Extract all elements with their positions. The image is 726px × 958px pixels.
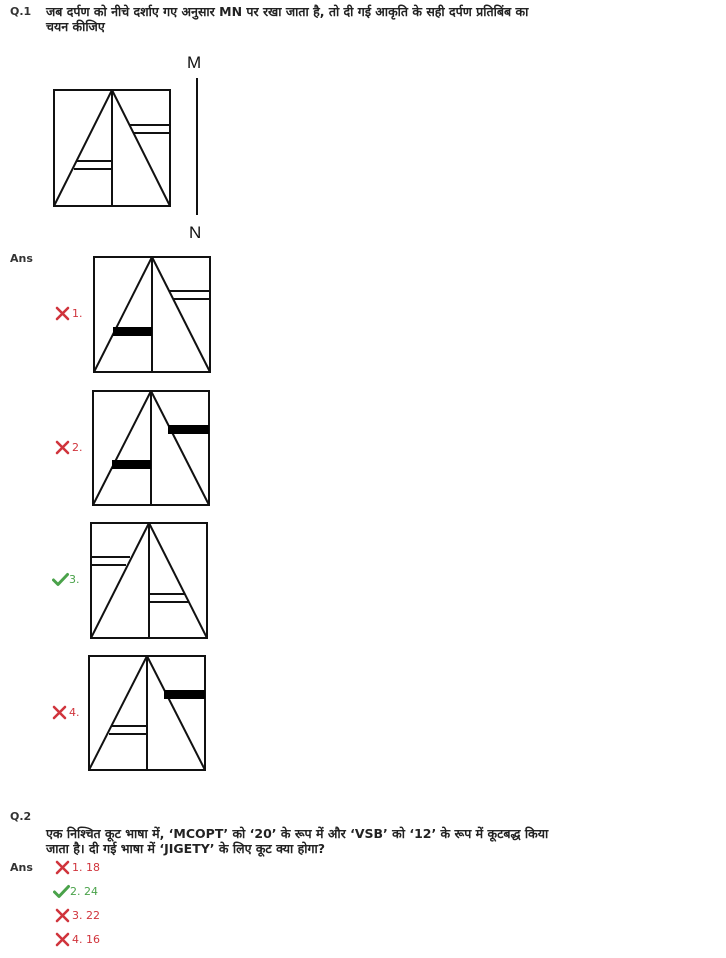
option-label: 2. 24 [70,885,98,898]
mirror-label-m: M [187,53,202,72]
question-number: Q.1 [10,5,32,18]
answer-label: Ans [10,252,33,265]
cross-icon [55,932,70,947]
check-icon [52,572,67,587]
option-label: 2. [72,441,83,454]
cross-icon [55,440,70,455]
question-text-line: एक निश्चित कूट भाषा में, ‘MCOPT’ को ‘20’ के रूप में और ‘VSB’ को ‘12’ के रूप में कूटबद्ध किया [46,826,549,841]
check-icon [53,884,68,899]
option-label: 1. [72,307,83,320]
cross-icon [52,705,67,720]
option-label: 3. 22 [72,909,100,922]
cross-icon [55,306,70,321]
mirror-line [196,78,198,215]
option-4-figure[interactable] [87,654,209,773]
option-label: 4. [69,706,80,719]
option-1-figure[interactable] [92,255,214,375]
cross-icon [55,860,70,875]
option-4[interactable] [52,705,80,720]
option-2[interactable] [55,440,83,455]
option-3[interactable] [55,908,100,923]
mirror-label-n: N [189,223,202,242]
option-1[interactable] [55,860,100,875]
question-text-line: चयन कीजिए [46,19,105,34]
option-label: 1. 18 [72,861,100,874]
question-text [46,826,716,856]
option-1[interactable] [55,306,83,321]
option-label: 3. [69,573,80,586]
option-label: 4. 16 [72,933,100,946]
cross-icon [55,908,70,923]
question-text [46,4,716,34]
question-number: Q.2 [10,810,32,823]
option-2[interactable] [53,884,98,899]
option-4[interactable] [55,932,100,947]
question-text-line: जाता है। दी गई भाषा में ‘JIGETY’ के लिए कूट क्या होगा? [46,841,326,856]
answer-label: Ans [10,861,33,874]
question-text-line: जब दर्पण को नीचे दर्शाए गए अनुसार MN पर रखा जाता है, तो दी गई आकृति के सही दर्पण प्रतिबिंब का [46,4,529,19]
option-3-figure[interactable] [89,521,211,641]
option-2-figure[interactable] [91,389,213,508]
question-figure [52,88,174,210]
option-3[interactable] [52,572,80,587]
